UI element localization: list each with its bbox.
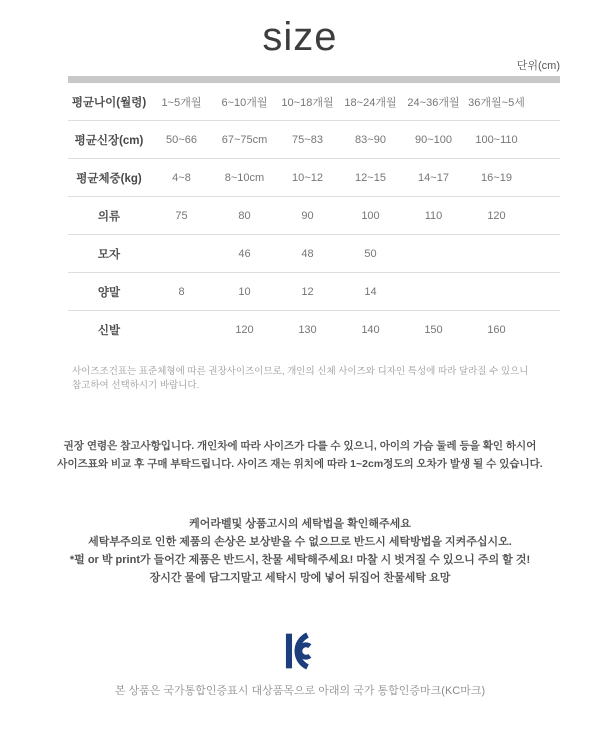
table-cell: 90: [301, 209, 314, 222]
table-cell: 6~10개월: [221, 96, 268, 109]
table-cell: 14: [364, 285, 377, 298]
note-line: 사이즈조건표는 표준체형에 따른 권장사이즈이므로, 개인의 신체 사이즈와 디자인 특성에 따라 달라질 수 있으니: [72, 366, 529, 377]
unit-label: 단위(cm): [516, 60, 560, 72]
table-cell: 12~15: [355, 171, 386, 184]
table-cell: 48: [301, 247, 314, 260]
table-cell: 8~10cm: [224, 171, 265, 184]
row-label: 평균나이(월령): [71, 96, 147, 109]
note-line: 세탁부주의로 인한 제품의 손상은 보상받을 수 없으므로 반드시 세탁방법을 지켜주십시오.: [88, 536, 512, 548]
table-cell: 110: [424, 209, 443, 222]
table-cell: 160: [487, 323, 506, 336]
table-cell: 90~100: [414, 133, 452, 146]
table-cell: 120: [235, 323, 254, 336]
page-title: size: [262, 15, 338, 59]
table-cell: 50: [364, 247, 377, 260]
row-label: 양말: [97, 286, 121, 299]
table-cell: 10~18개월: [281, 96, 334, 109]
table-cell: 8: [178, 285, 185, 298]
size-table: [68, 83, 560, 348]
table-cell: 10: [238, 285, 251, 298]
table-header-bar: [68, 76, 560, 83]
note-line: 사이즈표와 비교 후 구매 부탁드립니다. 사이즈 재는 위치에 따라 1~2cm정도의 오차가 발생 될 수 있습니다.: [57, 458, 543, 470]
table-cell: 140: [361, 323, 380, 336]
table-cell: 75~83: [292, 133, 323, 146]
kc-certification-mark: [0, 631, 600, 671]
table-cell: 12: [301, 285, 314, 298]
table-cell: 1~5개월: [161, 96, 202, 109]
table-cell: 10~12: [292, 171, 323, 184]
row-label: 평균신장(cm): [74, 134, 144, 147]
table-row: [68, 311, 560, 348]
table-cell: 150: [424, 323, 443, 336]
row-label: 평균체중(kg): [76, 172, 142, 185]
age-guide-note: [0, 437, 600, 473]
row-label: 모자: [97, 248, 121, 261]
table-cell: 67~75cm: [221, 133, 268, 146]
table-cell: 75: [175, 209, 188, 222]
size-chart-page: [0, 14, 600, 738]
table-cell: 120: [487, 209, 506, 222]
note-line: 장시간 물에 담그지말고 세탁시 망에 넣어 뒤집어 찬물세탁 요망: [149, 572, 451, 584]
table-cell: 100: [361, 209, 380, 222]
kc-mark-icon: [285, 631, 315, 671]
table-cell: 4~8: [172, 171, 191, 184]
table-cell: 80: [238, 209, 251, 222]
note-line: *펄 or 박 print가 들어간 제품은 반드시, 찬물 세탁해주세요! 마찰 시 벗겨질 수 있으니 주의 할 것!: [69, 554, 531, 566]
table-cell: 83~90: [355, 133, 386, 146]
row-label: 신발: [97, 324, 121, 337]
note-line: 참고하여 선택하시기 바랍니다.: [72, 379, 200, 391]
table-row: [68, 159, 560, 197]
table-row: [68, 273, 560, 311]
certification-text: 본 상품은 국가통합인증표시 대상품목으로 아래의 국가 통합인증마크(KC마크): [114, 685, 486, 697]
note-line: 권장 연령은 참고사항입니다. 개인차에 따라 사이즈가 다를 수 있으니, 아이의 가슴 둘레 등을 확인 하시어: [63, 440, 537, 452]
table-cell: 18~24개월: [344, 96, 397, 109]
table-cell: 50~66: [166, 133, 197, 146]
table-row: [68, 121, 560, 159]
table-cell: 46: [238, 247, 251, 260]
table-row: [68, 235, 560, 273]
row-label: 의류: [97, 210, 121, 223]
table-cell: 14~17: [418, 171, 449, 184]
table-row: [68, 83, 560, 121]
table-cell: 16~19: [481, 171, 512, 184]
table-row: [68, 197, 560, 235]
washing-guide-note: [0, 515, 600, 587]
table-cell: 130: [298, 323, 317, 336]
table-cell: 100~110: [475, 133, 518, 146]
note-line: 케어라벨및 상품고시의 세탁법을 확인해주세요: [189, 518, 411, 530]
table-cell: 36개월~5세: [468, 96, 525, 109]
size-guide-note: [72, 365, 570, 392]
table-cell: 24~36개월: [407, 96, 460, 109]
